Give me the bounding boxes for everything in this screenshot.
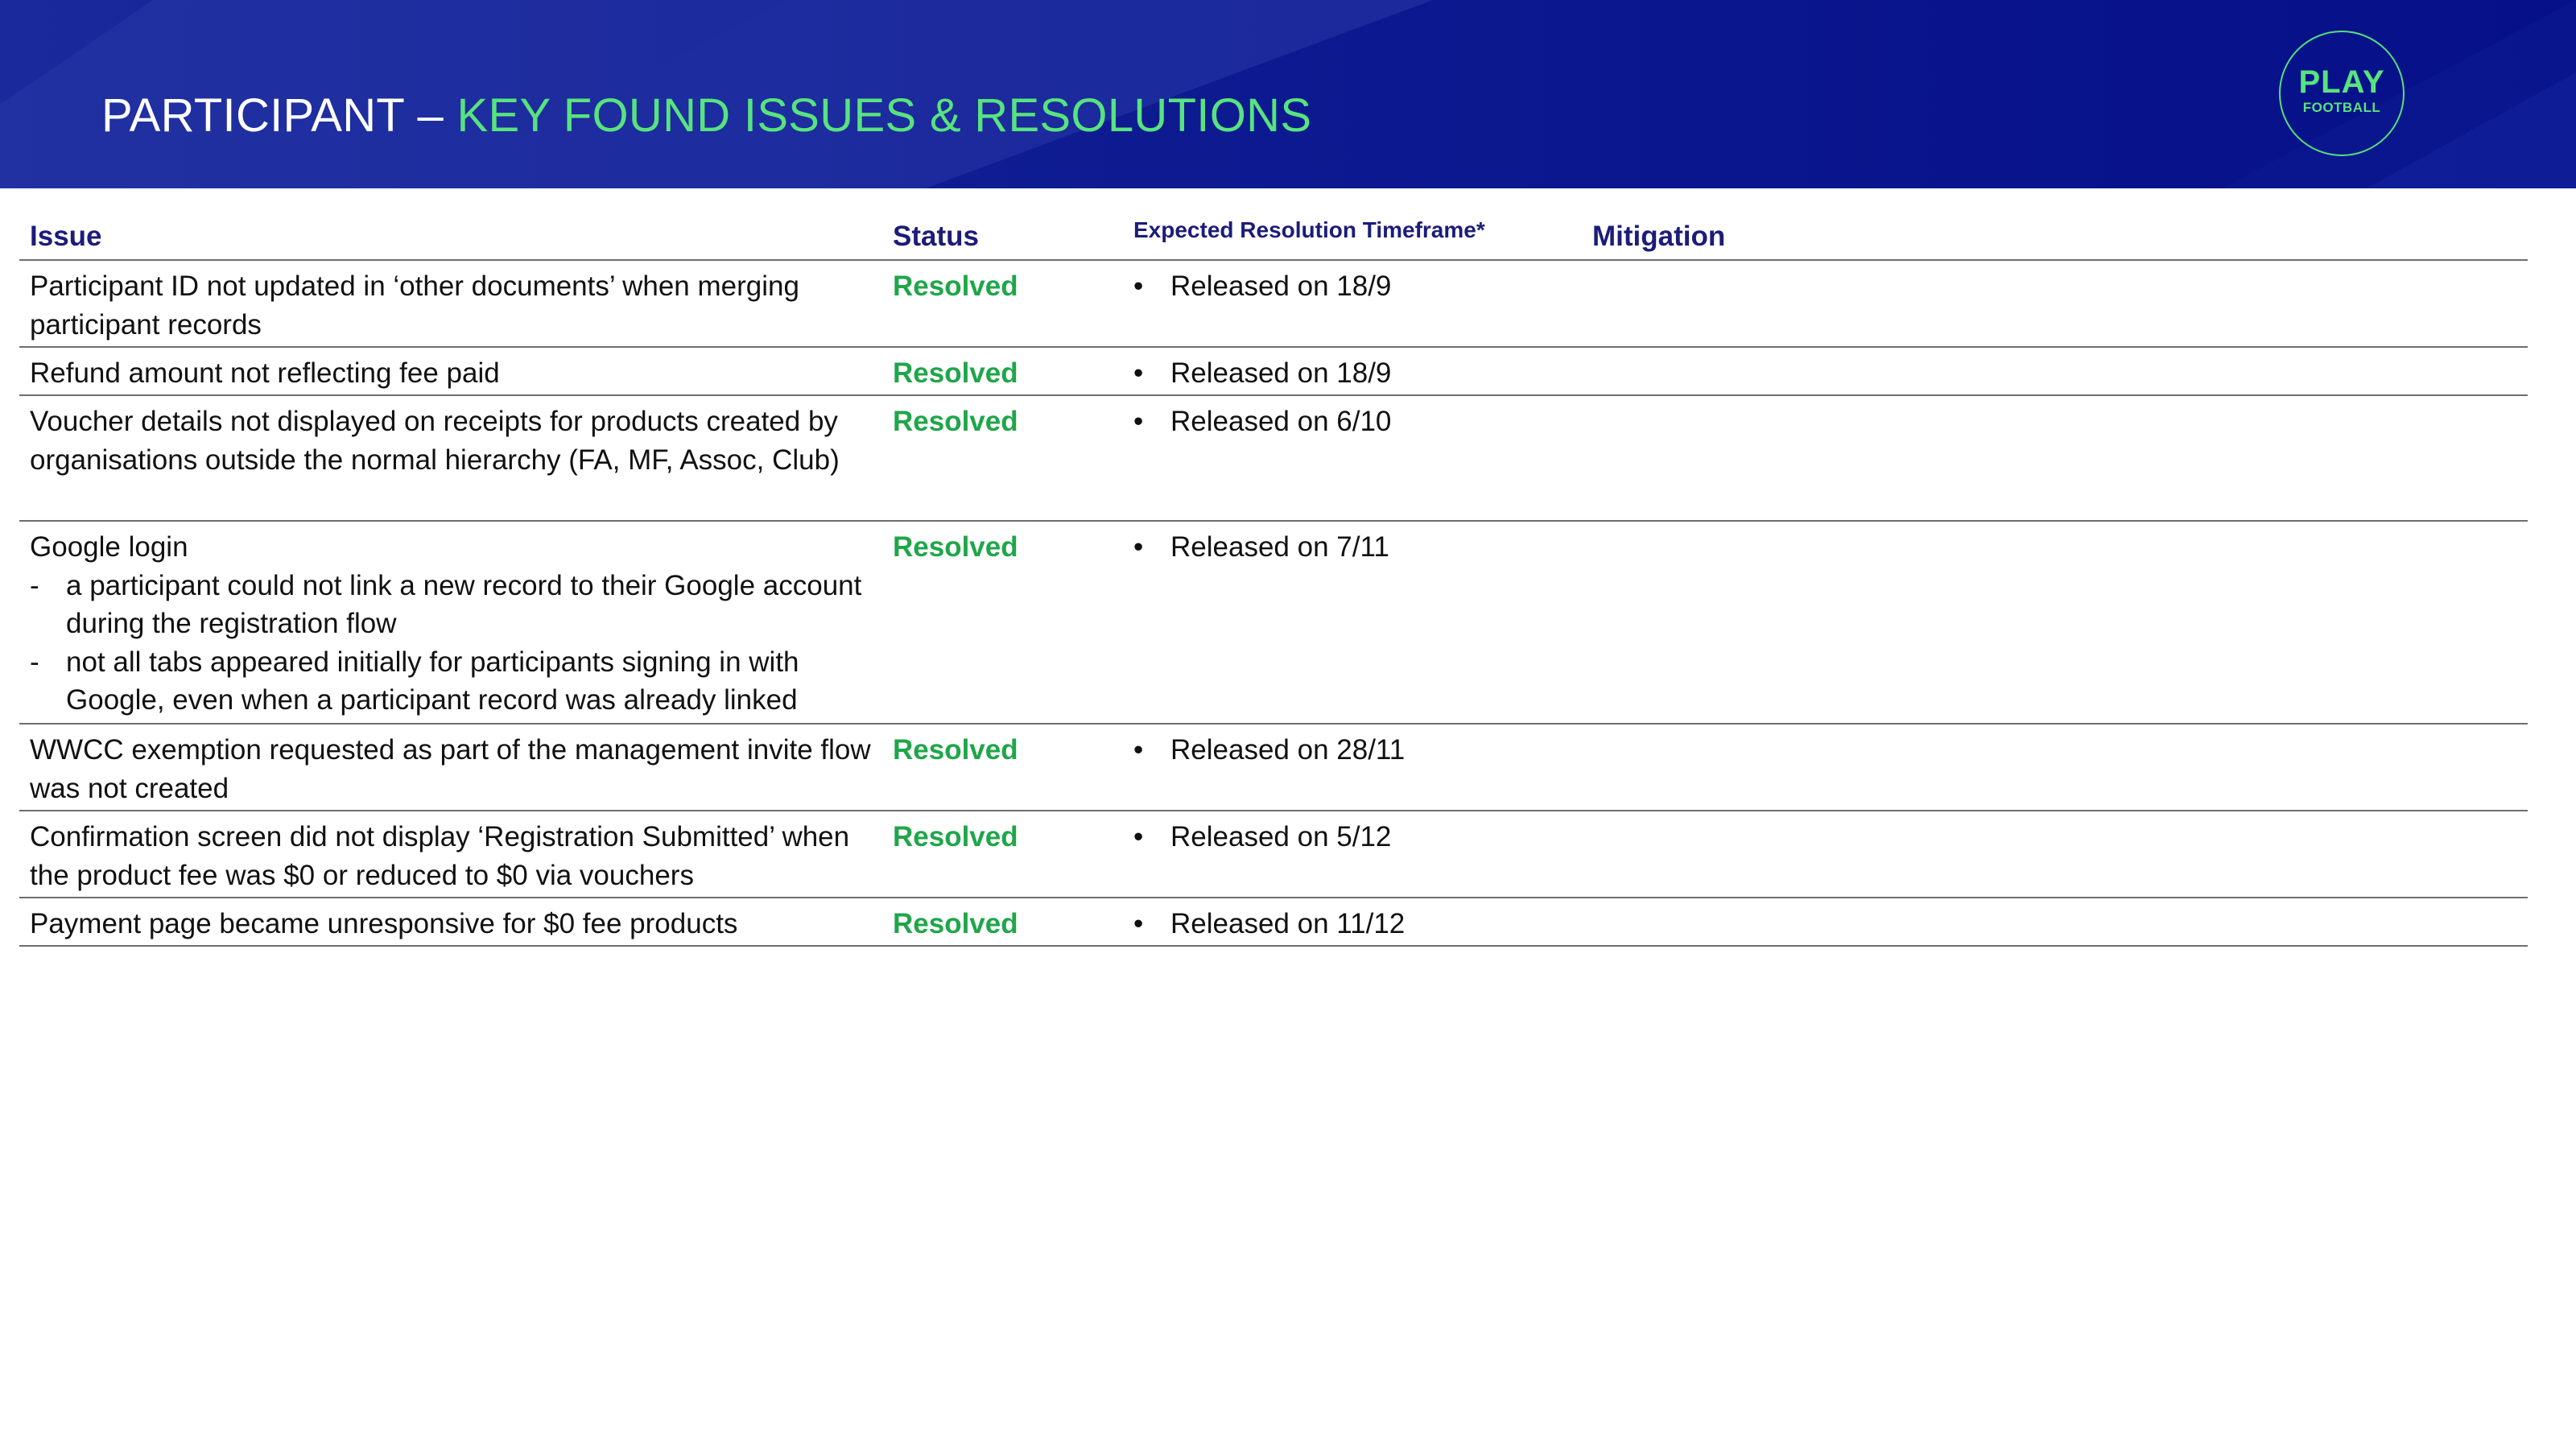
resolution-text: Released on 5/12 [1170,821,1392,852]
column-header-timeframe: Expected Resolution Timeframe* [1133,217,1485,242]
table-row [19,261,2528,348]
table-header-row [19,211,2528,261]
issue-sub-item [30,567,875,643]
bullet-icon: • [1133,908,1144,939]
issue-cell: Payment page became unresponsive for $0 fee products [30,908,738,939]
column-header-issue: Issue [30,221,102,252]
table-row [19,724,2528,811]
issue-cell: Voucher details not displayed on receipts for products created by organisations outside the normal hierarchy (FA, MF, Assoc, Club) [30,406,840,476]
resolution-cell [1133,905,1405,943]
logo-text-football: FOOTBALL [2302,100,2381,115]
issue-cell: Participant ID not updated in ‘other documents’ when merging participant records [30,270,799,341]
resolution-cell [1133,402,1391,441]
bullet-icon: • [1133,406,1144,437]
page-title-prefix: PARTICIPANT – [101,89,457,142]
column-header-status: Status [893,221,979,252]
status-cell: Resolved [893,270,1018,302]
issue-sub-item [30,643,875,720]
dash-icon: - [30,646,39,678]
issue-title: Google login [30,531,188,563]
bullet-icon: • [1133,734,1144,766]
resolution-text: Released on 7/11 [1170,531,1389,563]
resolution-text: Released on 18/9 [1170,357,1392,389]
dash-icon: - [30,569,39,601]
status-cell: Resolved [893,821,1018,852]
issue-cell: Refund amount not reflecting fee paid [30,357,500,389]
header-banner [0,0,2576,188]
issues-table [19,211,2528,947]
resolution-cell [1133,731,1405,770]
table-row [19,811,2528,898]
resolution-cell [1133,354,1391,393]
logo-text-play: PLAY [2298,64,2385,100]
status-cell: Resolved [893,908,1018,939]
table-row [19,898,2528,947]
status-cell: Resolved [893,357,1018,389]
issue-sub-item-text: a participant could not link a new record to their Google account during the registration flow [66,569,862,639]
bullet-icon: • [1133,531,1144,563]
bullet-icon: • [1133,270,1144,302]
bullet-icon: • [1133,357,1144,389]
issue-cell: WWCC exemption requested as part of the management invite flow was not created [30,734,871,804]
column-header-mitigation: Mitigation [1592,221,1726,252]
issue-cell [30,528,875,720]
resolution-text: Released on 6/10 [1170,406,1392,437]
status-cell: Resolved [893,734,1018,766]
resolution-cell [1133,267,1391,306]
table-row [19,522,2528,724]
bullet-icon: • [1133,821,1144,852]
resolution-cell [1133,818,1391,857]
resolution-text: Released on 28/11 [1170,734,1406,766]
resolution-cell [1133,528,1389,567]
resolution-text: Released on 11/12 [1170,908,1406,939]
table-row [19,348,2528,396]
page-title-highlight: KEY FOUND ISSUES & RESOLUTIONS [456,89,1312,142]
status-cell: Resolved [893,406,1018,437]
issue-cell: Confirmation screen did not display ‘Registration Submitted’ when the product fee was $0 or reduced to $0 via vouchers [30,821,850,891]
page-title [101,84,1311,148]
table-row [19,396,2528,522]
issue-sub-item-text: not all tabs appeared initially for participants signing in with Google, even when a participant record was already linked [66,646,799,716]
resolution-text: Released on 18/9 [1170,270,1392,302]
play-football-logo [2279,31,2405,156]
status-cell: Resolved [893,531,1018,563]
